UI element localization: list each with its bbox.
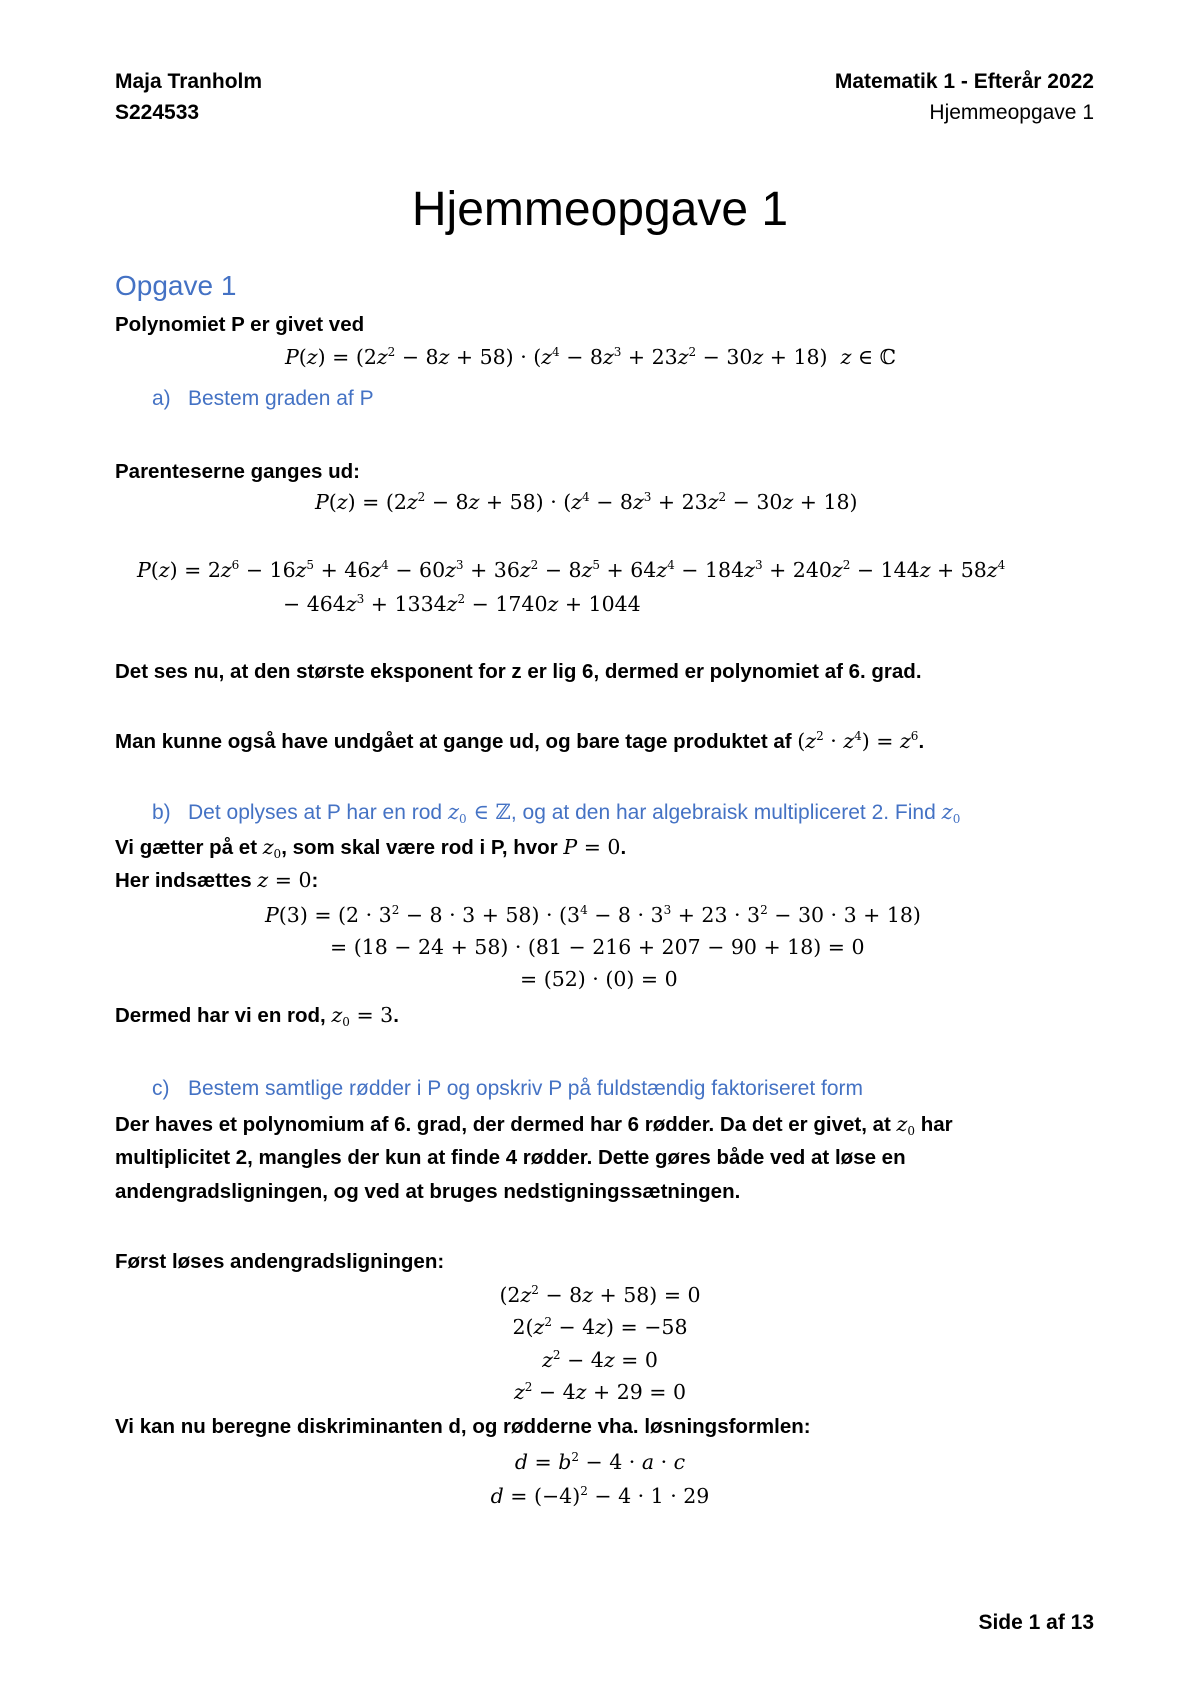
expand-text: Parenteserne ganges ud: [115,460,360,483]
course-name: Matematik 1 - Efterår 2022 [834,70,1094,93]
polynomial-restated: $P(z) = (2z^2 - 8z + 58) \cdot (z^4 - 8z^3 + 23z^2 - 30z + 18)$ [315,490,858,514]
assignment-name: Hjemmeopgave 1 [929,101,1094,124]
substitution-line-2: = (18 − 24 + 58) · (81 − 216 + 207 − 90 + 18) = 0 [330,935,865,959]
alt-text: Man kunne også have undgået at gange ud, og bare tage produktet af [115,730,792,753]
degree-text: Det ses nu, at den største eksponent for z er lig 6, dermed er polynomiet af 6. grad. [115,660,922,683]
quadratic-line-2: $2(z^2 - 4z) = -58$ [512,1315,688,1339]
paragraph-c-line-2: multiplicitet 2, mangles der kun at finde 4 rødder. Dette gøres både ved at løse en [115,1146,906,1169]
subquestion-b: b) Det oplyses at P har en rod $z_0$ ∈ ℤ, og at den har algebraisk multipliceret 2. Find $z_0$ [152,800,961,826]
subquestion-b-text-1: Det oplyses at P har en rod [188,801,443,824]
guess-text-1: Vi gætter på et [115,836,258,859]
substitution-line-3: = (52) · (0) = 0 [520,967,678,991]
insert-line: Her indsættes z = 0: [115,868,319,892]
subquestion-a-label: a) [152,387,171,410]
insert-text: Her indsættes [115,869,252,892]
subquestion-a-text: Bestem graden af P [188,387,374,410]
intro-text: Polynomiet P er givet ved [115,313,365,336]
quadratic-text: Først løses andengradsligningen: [115,1250,445,1273]
subquestion-a [152,387,374,411]
subquestion-b-text-2: , og at den har algebraisk multipliceret 2. Find [510,801,936,824]
subquestion-c-text: Bestem samtlige rødder i P og opskriv P på fuldstændig faktoriseret form [188,1077,864,1100]
section-heading: Opgave 1 [115,270,237,301]
guess-text-2: , som skal være rod i P, hvor [281,836,558,859]
root-text: Dermed har vi en rod, [115,1004,326,1027]
discriminant-text: Vi kan nu beregne diskriminanten d, og rødderne vha. løsningsformlen: [115,1415,811,1438]
quadratic-line-1: $(2z^2 - 8z + 58) = 0$ [499,1283,701,1307]
subquestion-c [152,1077,863,1101]
polynomial-definition: $P(z) = (2z^2 - 8z + 58) \cdot (z^4 - 8z^3 + 23z^2 - 30z + 18)$ z ∈ ℂ [285,345,896,369]
page-footer: Side 1 af 13 [978,1611,1094,1634]
paragraph-c-line-1: Der haves et polynomium af 6. grad, der dermed har 6 rødder. Da det er givet, at $z_0$ har [115,1112,953,1138]
paragraph-c-line-1a: Der haves et polynomium af 6. grad, der dermed har 6 rødder. Da det er givet, at [115,1113,891,1136]
expanded-line-2: − $464z^3 + 1334z^2 - 1740z + 1044$ [283,592,641,616]
discriminant-values: $d = (-4)^2 - 4 \cdot 1 \cdot 29$ [490,1484,710,1508]
subquestion-b-label: b) [152,801,171,824]
paragraph-c-line-1b: har [920,1113,953,1136]
document-title: Hjemmeopgave 1 [411,183,789,236]
paragraph-c-line-3: andengradsligningen, og ved at bruges nedstigningssætningen. [115,1180,741,1203]
expanded-line-1: $P(z) = 2z^6 - 16z^5 + 46z^4 - 60z^3 + 36z^2 - 8z^5 + 64z^4 - 184z^3 + 240z^2 - 144z + 58z^4$ [137,558,1006,582]
discriminant-formula: $d = b^2 - 4 \cdot a \cdot c$ [514,1450,686,1474]
subquestion-c-label: c) [152,1077,170,1100]
quadratic-line-3: $z^2 - 4z = 0$ [542,1348,658,1372]
student-id: S224533 [115,101,200,124]
author-name: Maja Tranholm [115,70,263,93]
alt-text-line: Man kunne også have undgået at gange ud, og bare tage produktet af $(z^2 \cdot z^4) = z^6$. [115,729,925,753]
guess-line: Vi gætter på et $z_0$, som skal være rod i P, hvor P = 0. [115,835,627,861]
substitution-line-1: $P(3) = (2 \cdot 3^2 - 8 \cdot 3 + 58) \cdot (3^4 - 8 \cdot 3^3 + 23 \cdot 3^2 - 30 \cdot 3 + 18)$ [265,903,921,927]
root-line: Dermed har vi en rod, $z_0 = 3$. [115,1003,399,1029]
quadratic-line-4: $z^2 - 4z + 29 = 0$ [513,1380,687,1404]
